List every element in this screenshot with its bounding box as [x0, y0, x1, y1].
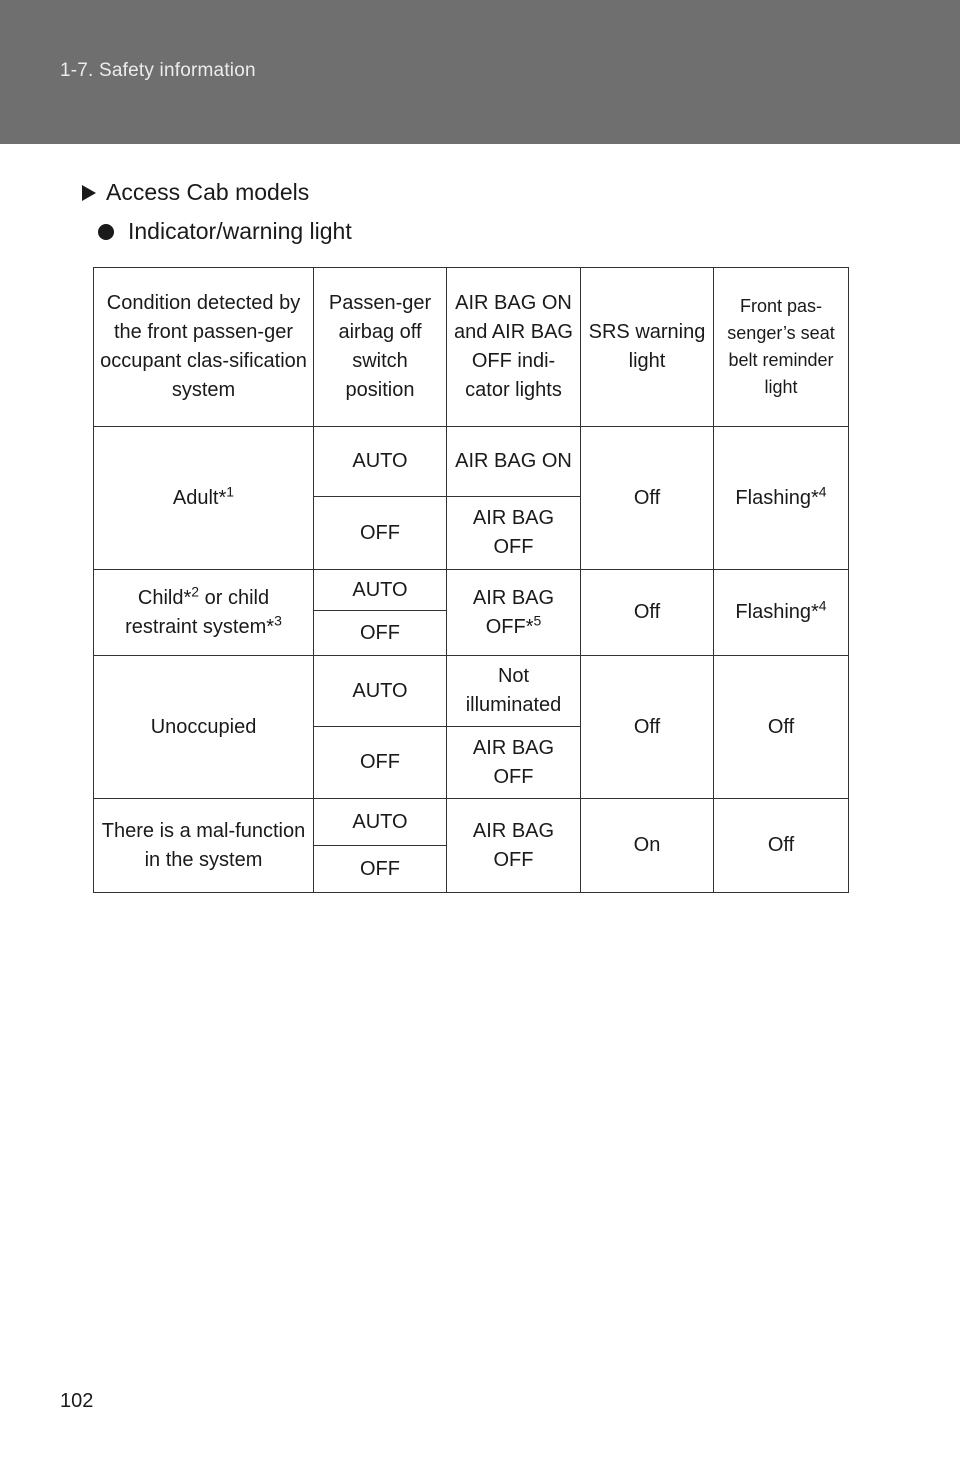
switch-cell: AUTO [314, 570, 447, 611]
indicator-cell: AIR BAG OFF [447, 727, 581, 799]
table-row [94, 799, 849, 846]
seatbelt-cell: Flashing*$^4$ [714, 427, 849, 570]
switch-cell: AUTO [314, 656, 447, 727]
condition-cell: There is a mal-function in the system [94, 799, 314, 893]
table-header-row [94, 268, 849, 427]
header-indicator: AIR BAG ON and AIR BAG OFF indi-cator lights [447, 268, 581, 427]
indicator-cell: AIR BAG OFF [447, 799, 581, 893]
header-srs: SRS warning light [581, 268, 714, 427]
table-row [94, 570, 849, 611]
indicator-cell: AIR BAG OFF*$^5$ [447, 570, 581, 656]
switch-cell: AUTO [314, 799, 447, 846]
switch-cell: OFF [314, 497, 447, 570]
subsection-heading [98, 218, 352, 245]
table-row [94, 427, 849, 497]
header-seatbelt: Front pas-senger’s seat belt reminder light [714, 268, 849, 427]
indicator-cell: Not illuminated [447, 656, 581, 727]
indicator-cell: AIR BAG ON [447, 427, 581, 497]
seatbelt-cell: Off [714, 799, 849, 893]
srs-cell: Off [581, 656, 714, 799]
section-title: Access Cab models [106, 179, 310, 205]
switch-cell: AUTO [314, 427, 447, 497]
subsection-title: Indicator/warning light [128, 218, 352, 244]
header-switch: Passen-ger airbag off switch position [314, 268, 447, 427]
header-title: 1-7. Safety information [60, 60, 256, 81]
indicator-cell: AIR BAG OFF [447, 497, 581, 570]
circle-bullet-icon [98, 224, 114, 240]
switch-cell: OFF [314, 611, 447, 656]
page-number: 102 [60, 1390, 94, 1412]
page-header [0, 0, 960, 144]
triangle-bullet-icon [82, 185, 96, 201]
condition-cell: Child*$^2$ or child restraint system*$^3$ [94, 570, 314, 656]
condition-cell: Unoccupied [94, 656, 314, 799]
switch-cell: OFF [314, 846, 447, 893]
seatbelt-cell: Flashing*$^4$ [714, 570, 849, 656]
section-heading [76, 179, 309, 206]
table-row [94, 656, 849, 727]
header-condition: Condition detected by the front passen-ger occupant clas-sification system [94, 268, 314, 427]
srs-cell: Off [581, 427, 714, 570]
indicator-table [93, 267, 849, 893]
switch-cell: OFF [314, 727, 447, 799]
srs-cell: On [581, 799, 714, 893]
srs-cell: Off [581, 570, 714, 656]
seatbelt-cell: Off [714, 656, 849, 799]
condition-cell: Adult*$^1$ [94, 427, 314, 570]
